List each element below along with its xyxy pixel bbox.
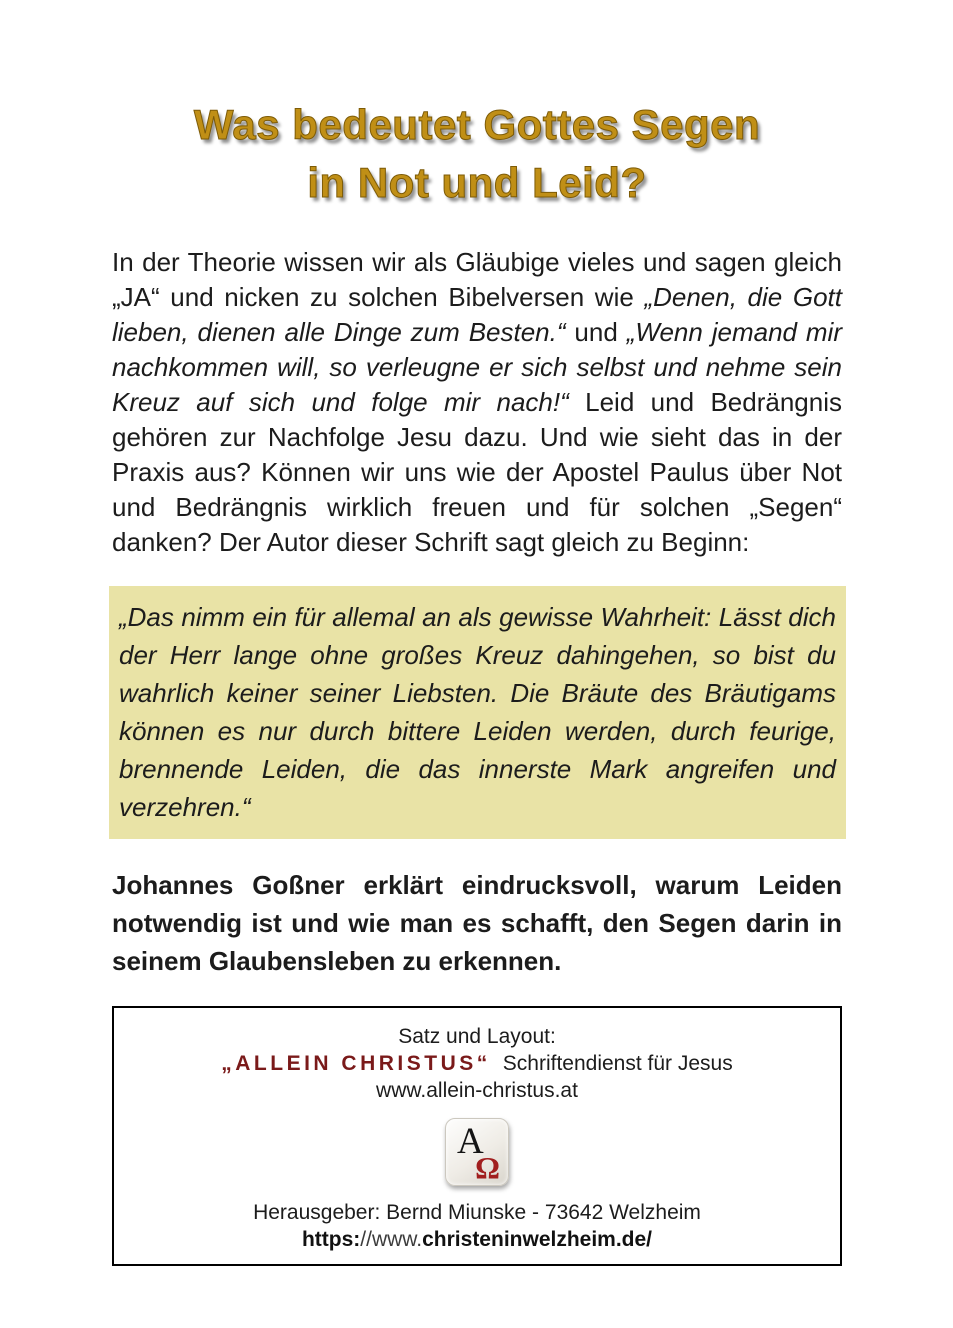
highlighted-quote-block: „Das nimm ein für allemal an als gewisse Wahrheit: Lässt dich der Herr lange ohne großes Kreuz dahingehen, so bist du wahrlich keiner seiner Liebsten. Die Bräute des Bräutigams können es nur durch bittere Leiden werden, durch feurige, brennende Leiden, die das innerste Mark angreifen und verzehren.“ (109, 586, 846, 839)
brand-line (114, 1050, 840, 1077)
publisher-line: Herausgeber: Bernd Miunske - 73642 Welzheim (253, 1201, 701, 1224)
imprint-box (112, 1006, 842, 1266)
url-domain: christeninwelzheim.de/ (422, 1228, 653, 1251)
imprint-label: Satz und Layout: (398, 1025, 556, 1048)
alpha-letter: A (457, 1121, 484, 1162)
page-title-line-2: in Not und Leid? (307, 159, 647, 206)
intro-paragraph (112, 245, 842, 560)
intro-text-run: In der Theorie wissen wir als Gläubige vieles und sagen gleich „JA“ und nicken zu solchen Bibelversen wie (112, 247, 842, 312)
page-title (112, 96, 842, 212)
page-title-line-1: Was bedeutet Gottes Segen (193, 101, 761, 148)
url-www: //www. (360, 1228, 423, 1251)
publisher-website-url (114, 1226, 840, 1253)
brand-name: „ALLEIN CHRISTUS“ (221, 1052, 491, 1075)
document-page (112, 0, 842, 1266)
url-scheme: https: (301, 1228, 361, 1251)
omega-letter: Ω (475, 1150, 500, 1185)
alpha-omega-logo-icon (445, 1118, 509, 1186)
bible-verse-quote-1: „Denen, die Gott lieben, dienen alle Dinge zum Besten.“ (112, 282, 842, 347)
summary-paragraph: Johannes Goßner erklärt eindrucksvoll, warum Leiden notwendig ist und wie man es schafft, den Segen darin in seinem Glaubensleben zu erkennen. (112, 870, 842, 976)
brand-suffix: Schriftendienst für Jesus (502, 1052, 733, 1075)
brand-website-url: www.allein-christus.at (376, 1079, 578, 1102)
intro-text-run: und (565, 317, 627, 347)
intro-text-run: Leid und Bedrängnis gehören zur Nachfolge Jesu dazu. Und wie sieht das in der Praxis aus? Können wir uns wie der Apostel Paulus über Not und Bedrängnis wirklich freuen und für solchen „Segen“ danken? Der Autor dieser Schrift sagt gleich zu Beginn: (112, 387, 842, 557)
bible-verse-quote-2: „Wenn jemand mir nachkommen will, so verleugne er sich selbst und nehme sein Kreuz auf sich und folge mir nach!“ (112, 317, 842, 417)
